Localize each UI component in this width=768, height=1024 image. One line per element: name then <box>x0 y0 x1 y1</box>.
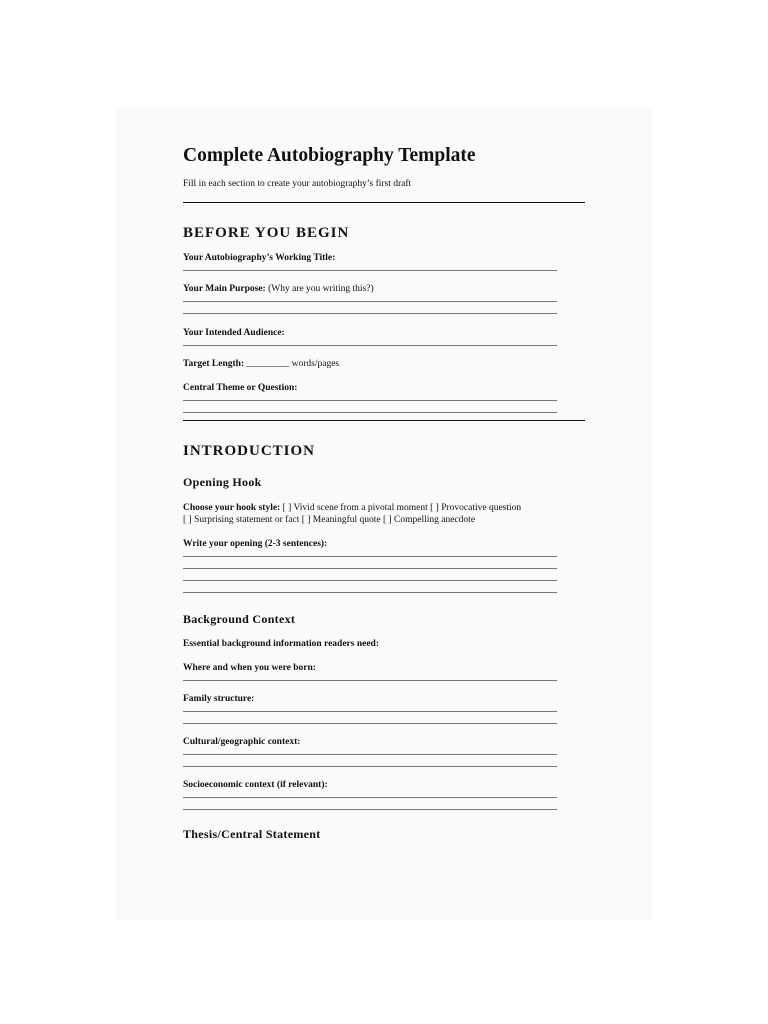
main-purpose-line[interactable] <box>183 313 557 314</box>
before-you-begin-heading: BEFORE YOU BEGIN <box>183 225 350 241</box>
write-opening-line[interactable] <box>183 568 557 569</box>
opening-hook-heading: Opening Hook <box>183 475 262 489</box>
title-divider <box>183 202 585 203</box>
hook-style-line1: Choose your hook style: [ ] Vivid scene from a pivotal moment [ ] Provocative question <box>183 503 522 513</box>
socioeconomic-context-label: Socioeconomic context (if relevant): <box>183 780 328 790</box>
section-divider <box>183 420 585 421</box>
write-opening-label: Write your opening (2-3 sentences): <box>183 539 328 549</box>
born-label: Where and when you were born: <box>183 663 316 673</box>
write-opening-line[interactable] <box>183 556 557 557</box>
thesis-heading: Thesis/Central Statement <box>183 827 321 841</box>
socioeconomic-context-line[interactable] <box>183 809 557 810</box>
background-context-heading: Background Context <box>183 612 296 626</box>
introduction-heading: INTRODUCTION <box>183 443 316 459</box>
central-theme-line[interactable] <box>183 412 557 413</box>
main-purpose-label: Your Main Purpose: (Why are you writing this?) <box>183 284 374 294</box>
audience-label: Your Intended Audience: <box>183 328 285 338</box>
born-line[interactable] <box>183 680 557 681</box>
hook-style-line2: [ ] Surprising statement or fact [ ] Meaningful quote [ ] Compelling anecdote <box>183 515 476 525</box>
central-theme-label: Central Theme or Question: <box>183 383 298 393</box>
document-page <box>116 108 652 920</box>
family-structure-line[interactable] <box>183 723 557 724</box>
audience-line[interactable] <box>183 345 557 346</box>
central-theme-line[interactable] <box>183 400 557 401</box>
target-length-label: Target Length: _________ words/pages <box>183 359 340 369</box>
cultural-context-label: Cultural/geographic context: <box>183 737 301 747</box>
family-structure-label: Family structure: <box>183 694 255 704</box>
write-opening-line[interactable] <box>183 592 557 593</box>
cultural-context-line[interactable] <box>183 766 557 767</box>
document-content <box>183 144 585 842</box>
target-length-blank[interactable]: _________ <box>246 359 290 369</box>
essential-background-label: Essential background information readers need: <box>183 639 379 649</box>
working-title-line[interactable] <box>183 270 557 271</box>
write-opening-line[interactable] <box>183 580 557 581</box>
main-purpose-line[interactable] <box>183 301 557 302</box>
document-title: Complete Autobiography Template <box>183 145 476 166</box>
working-title-label: Your Autobiography’s Working Title: <box>183 253 336 263</box>
document-subtitle: Fill in each section to create your autobiography’s first draft <box>183 179 412 189</box>
socioeconomic-context-line[interactable] <box>183 797 557 798</box>
family-structure-line[interactable] <box>183 711 557 712</box>
cultural-context-line[interactable] <box>183 754 557 755</box>
